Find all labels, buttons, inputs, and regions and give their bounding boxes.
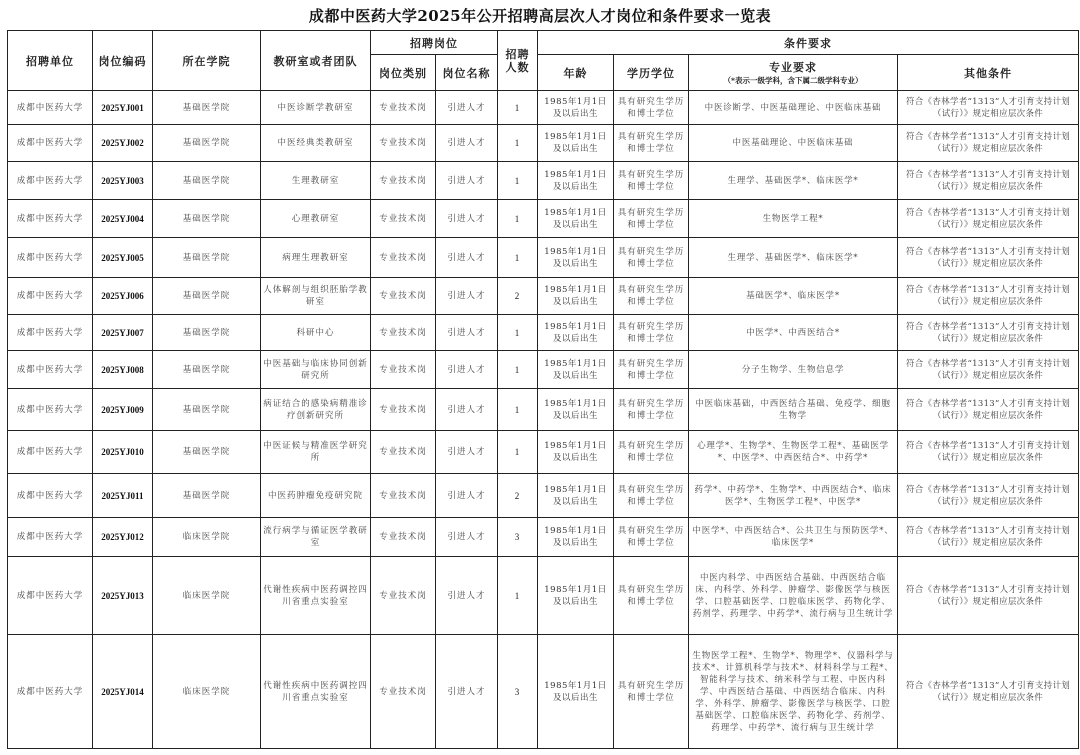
positions-table (7, 30, 1079, 749)
cell-age: 1985年1月1日及以后出生 (538, 518, 614, 557)
cell-position-name: 引进人才 (436, 518, 498, 557)
table-row (8, 91, 1079, 125)
cell-position-type: 专业技术岗 (371, 162, 436, 200)
cell-other: 符合《杏林学者“1313”人才引育支持计划（试行）》规定相应层次条件 (898, 238, 1079, 278)
cell-degree: 具有研究生学历和博士学位 (614, 278, 689, 315)
table-row (8, 635, 1079, 749)
cell-unit: 成都中医药大学 (8, 518, 93, 557)
cell-other: 符合《杏林学者“1313”人才引育支持计划（试行）》规定相应层次条件 (898, 557, 1079, 635)
cell-college: 基础医学院 (153, 351, 261, 389)
cell-major: 药学*、中药学*、生物学*、中西医结合*、临床医学*、生物医学工程*、中医学* (689, 474, 898, 518)
table-row (8, 200, 1079, 238)
header-position-type: 岗位类别 (371, 55, 436, 91)
cell-position-name: 引进人才 (436, 389, 498, 431)
cell-college: 基础医学院 (153, 278, 261, 315)
cell-other: 符合《杏林学者“1313”人才引育支持计划（试行）》规定相应层次条件 (898, 518, 1079, 557)
cell-major: 生理学、基础医学*、临床医学* (689, 162, 898, 200)
cell-unit: 成都中医药大学 (8, 238, 93, 278)
cell-team: 科研中心 (261, 315, 371, 351)
cell-major: 中医诊断学、中医基础理论、中医临床基础 (689, 91, 898, 125)
cell-other: 符合《杏林学者“1313”人才引育支持计划（试行）》规定相应层次条件 (898, 125, 1079, 162)
cell-unit: 成都中医药大学 (8, 91, 93, 125)
cell-position-name: 引进人才 (436, 431, 498, 474)
cell-degree: 具有研究生学历和博士学位 (614, 351, 689, 389)
cell-age: 1985年1月1日及以后出生 (538, 200, 614, 238)
cell-count: 2 (498, 278, 538, 315)
cell-count: 3 (498, 635, 538, 749)
table-row (8, 315, 1079, 351)
cell-degree: 具有研究生学历和博士学位 (614, 431, 689, 474)
page-title: 成都中医药大学2025年公开招聘高层次人才岗位和条件要求一览表 (308, 7, 772, 25)
cell-degree: 具有研究生学历和博士学位 (614, 162, 689, 200)
cell-unit: 成都中医药大学 (8, 315, 93, 351)
cell-major: 中医学*、中西医结合* (689, 315, 898, 351)
cell-position-name: 引进人才 (436, 635, 498, 749)
cell-degree: 具有研究生学历和博士学位 (614, 125, 689, 162)
cell-college: 基础医学院 (153, 91, 261, 125)
header-degree: 学历学位 (614, 55, 689, 91)
cell-team: 中医诊断学教研室 (261, 91, 371, 125)
cell-position-type: 专业技术岗 (371, 431, 436, 474)
cell-other: 符合《杏林学者“1313”人才引育支持计划（试行）》规定相应层次条件 (898, 431, 1079, 474)
cell-code: 2025YJ009 (93, 389, 153, 431)
cell-team: 生理教研室 (261, 162, 371, 200)
cell-code: 2025YJ011 (93, 474, 153, 518)
cell-team: 中医证候与精准医学研究所 (261, 431, 371, 474)
cell-count: 1 (498, 91, 538, 125)
cell-count: 1 (498, 351, 538, 389)
cell-unit: 成都中医药大学 (8, 200, 93, 238)
cell-degree: 具有研究生学历和博士学位 (614, 557, 689, 635)
cell-college: 基础医学院 (153, 200, 261, 238)
header-count: 招聘人数 (498, 31, 538, 91)
cell-team: 中医经典类教研室 (261, 125, 371, 162)
cell-position-name: 引进人才 (436, 474, 498, 518)
cell-age: 1985年1月1日及以后出生 (538, 91, 614, 125)
cell-major: 生物医学工程*、生物学*、物理学*、仪器科学与技术*、计算机科学与技术*、材料科学与工程*、智能科学与技术、纳米科学与工程、中医内科学、中西医结合基础、中西医结合临床、内科学、外科学、肿瘤学、影像医学与核医学、口腔基础医学、口腔临床医学、药物化学、药剂学、药理学、中药学*、流行病与卫生统计学 (689, 635, 898, 749)
cell-college: 基础医学院 (153, 474, 261, 518)
cell-unit: 成都中医药大学 (8, 635, 93, 749)
cell-position-type: 专业技术岗 (371, 557, 436, 635)
cell-other: 符合《杏林学者“1313”人才引育支持计划（试行）》规定相应层次条件 (898, 200, 1079, 238)
cell-count: 1 (498, 200, 538, 238)
cell-other: 符合《杏林学者“1313”人才引育支持计划（试行）》规定相应层次条件 (898, 351, 1079, 389)
cell-position-name: 引进人才 (436, 278, 498, 315)
cell-position-type: 专业技术岗 (371, 635, 436, 749)
cell-team: 代谢性疾病中医药调控四川省重点实验室 (261, 635, 371, 749)
cell-team: 中医药肿瘤免疫研究院 (261, 474, 371, 518)
cell-position-name: 引进人才 (436, 91, 498, 125)
cell-count: 3 (498, 518, 538, 557)
table-row (8, 389, 1079, 431)
cell-code: 2025YJ008 (93, 351, 153, 389)
cell-count: 1 (498, 389, 538, 431)
cell-code: 2025YJ001 (93, 91, 153, 125)
cell-age: 1985年1月1日及以后出生 (538, 162, 614, 200)
cell-age: 1985年1月1日及以后出生 (538, 278, 614, 315)
header-position-group: 招聘岗位 (371, 31, 498, 55)
cell-major: 中医临床基础，中西医结合基础、免疫学、细胞生物学 (689, 389, 898, 431)
cell-position-type: 专业技术岗 (371, 389, 436, 431)
cell-position-name: 引进人才 (436, 315, 498, 351)
cell-unit: 成都中医药大学 (8, 162, 93, 200)
cell-team: 代谢性疾病中医药调控四川省重点实验室 (261, 557, 371, 635)
cell-unit: 成都中医药大学 (8, 351, 93, 389)
cell-team: 人体解剖与组织胚胎学教研室 (261, 278, 371, 315)
table-row (8, 162, 1079, 200)
cell-team: 病理生理教研室 (261, 238, 371, 278)
cell-position-type: 专业技术岗 (371, 200, 436, 238)
cell-team: 中医基础与临床协同创新研究所 (261, 351, 371, 389)
cell-degree: 具有研究生学历和博士学位 (614, 200, 689, 238)
cell-position-type: 专业技术岗 (371, 315, 436, 351)
cell-code: 2025YJ013 (93, 557, 153, 635)
cell-major: 中医内科学、中西医结合基础、中西医结合临床、内科学、外科学、肿瘤学、影像医学与核医学、口腔基础医学、口腔临床医学、药物化学、药剂学、药理学、中药学*、流行病与卫生统计学 (689, 557, 898, 635)
cell-code: 2025YJ007 (93, 315, 153, 351)
cell-major: 基础医学*、临床医学* (689, 278, 898, 315)
cell-degree: 具有研究生学历和博士学位 (614, 635, 689, 749)
cell-count: 1 (498, 125, 538, 162)
cell-college: 基础医学院 (153, 238, 261, 278)
cell-position-name: 引进人才 (436, 557, 498, 635)
table-row (8, 238, 1079, 278)
cell-team: 心理教研室 (261, 200, 371, 238)
cell-position-type: 专业技术岗 (371, 238, 436, 278)
cell-code: 2025YJ006 (93, 278, 153, 315)
cell-unit: 成都中医药大学 (8, 431, 93, 474)
cell-age: 1985年1月1日及以后出生 (538, 125, 614, 162)
cell-count: 1 (498, 315, 538, 351)
header-age: 年龄 (538, 55, 614, 91)
cell-major: 分子生物学、生物信息学 (689, 351, 898, 389)
cell-other: 符合《杏林学者“1313”人才引育支持计划（试行）》规定相应层次条件 (898, 162, 1079, 200)
cell-age: 1985年1月1日及以后出生 (538, 474, 614, 518)
cell-college: 基础医学院 (153, 162, 261, 200)
cell-age: 1985年1月1日及以后出生 (538, 431, 614, 474)
cell-unit: 成都中医药大学 (8, 474, 93, 518)
cell-position-name: 引进人才 (436, 238, 498, 278)
header-unit: 招聘单位 (8, 31, 93, 91)
cell-age: 1985年1月1日及以后出生 (538, 238, 614, 278)
header-code: 岗位编码 (93, 31, 153, 91)
cell-code: 2025YJ014 (93, 635, 153, 749)
cell-team: 病证结合的感染病精准诊疗创新研究所 (261, 389, 371, 431)
cell-college: 基础医学院 (153, 125, 261, 162)
cell-code: 2025YJ012 (93, 518, 153, 557)
cell-degree: 具有研究生学历和博士学位 (614, 389, 689, 431)
cell-age: 1985年1月1日及以后出生 (538, 315, 614, 351)
header-other: 其他条件 (898, 55, 1079, 91)
header-major-note: （*表示一级学科，含下属二级学科专业） (723, 76, 863, 85)
cell-college: 临床医学院 (153, 635, 261, 749)
cell-position-type: 专业技术岗 (371, 351, 436, 389)
cell-degree: 具有研究生学历和博士学位 (614, 518, 689, 557)
cell-major: 生物医学工程* (689, 200, 898, 238)
cell-code: 2025YJ004 (93, 200, 153, 238)
cell-other: 符合《杏林学者“1313”人才引育支持计划（试行）》规定相应层次条件 (898, 91, 1079, 125)
cell-position-name: 引进人才 (436, 162, 498, 200)
cell-college: 基础医学院 (153, 431, 261, 474)
cell-college: 基础医学院 (153, 315, 261, 351)
cell-code: 2025YJ002 (93, 125, 153, 162)
cell-team: 流行病学与循证医学教研室 (261, 518, 371, 557)
cell-major: 中医学*、中西医结合*、公共卫生与预防医学*、临床医学* (689, 518, 898, 557)
cell-other: 符合《杏林学者“1313”人才引育支持计划（试行）》规定相应层次条件 (898, 389, 1079, 431)
table-row (8, 125, 1079, 162)
cell-unit: 成都中医药大学 (8, 278, 93, 315)
cell-unit: 成都中医药大学 (8, 557, 93, 635)
cell-degree: 具有研究生学历和博士学位 (614, 238, 689, 278)
cell-position-type: 专业技术岗 (371, 518, 436, 557)
cell-age: 1985年1月1日及以后出生 (538, 351, 614, 389)
cell-other: 符合《杏林学者“1313”人才引育支持计划（试行）》规定相应层次条件 (898, 635, 1079, 749)
cell-count: 1 (498, 557, 538, 635)
cell-code: 2025YJ010 (93, 431, 153, 474)
table-row (8, 557, 1079, 635)
header-major (689, 55, 898, 91)
cell-count: 1 (498, 431, 538, 474)
cell-degree: 具有研究生学历和博士学位 (614, 315, 689, 351)
table-body (8, 91, 1079, 749)
cell-age: 1985年1月1日及以后出生 (538, 557, 614, 635)
table-row (8, 431, 1079, 474)
cell-degree: 具有研究生学历和博士学位 (614, 474, 689, 518)
table-row (8, 474, 1079, 518)
cell-position-type: 专业技术岗 (371, 125, 436, 162)
cell-position-type: 专业技术岗 (371, 91, 436, 125)
header-requirements-group: 条件要求 (538, 31, 1079, 55)
cell-age: 1985年1月1日及以后出生 (538, 389, 614, 431)
cell-age: 1985年1月1日及以后出生 (538, 635, 614, 749)
cell-other: 符合《杏林学者“1313”人才引育支持计划（试行）》规定相应层次条件 (898, 474, 1079, 518)
header-team: 教研室或者团队 (261, 31, 371, 91)
cell-count: 1 (498, 238, 538, 278)
cell-unit: 成都中医药大学 (8, 389, 93, 431)
cell-college: 基础医学院 (153, 389, 261, 431)
cell-college: 临床医学院 (153, 518, 261, 557)
table-row (8, 278, 1079, 315)
cell-code: 2025YJ003 (93, 162, 153, 200)
table-row (8, 351, 1079, 389)
cell-unit: 成都中医药大学 (8, 125, 93, 162)
cell-major: 心理学*、生物学*、生物医学工程*、基础医学*、中医学*、中西医结合*、中药学* (689, 431, 898, 474)
cell-position-name: 引进人才 (436, 125, 498, 162)
header-major-label: 专业要求 (769, 61, 817, 74)
cell-major: 中医基础理论、中医临床基础 (689, 125, 898, 162)
cell-position-type: 专业技术岗 (371, 474, 436, 518)
cell-degree: 具有研究生学历和博士学位 (614, 91, 689, 125)
cell-count: 2 (498, 474, 538, 518)
cell-count: 1 (498, 162, 538, 200)
header-position-name: 岗位名称 (436, 55, 498, 91)
table-row (8, 518, 1079, 557)
cell-major: 生理学、基础医学*、临床医学* (689, 238, 898, 278)
cell-position-name: 引进人才 (436, 351, 498, 389)
cell-position-type: 专业技术岗 (371, 278, 436, 315)
cell-other: 符合《杏林学者“1313”人才引育支持计划（试行）》规定相应层次条件 (898, 278, 1079, 315)
header-college: 所在学院 (153, 31, 261, 91)
cell-college: 临床医学院 (153, 557, 261, 635)
cell-other: 符合《杏林学者“1313”人才引育支持计划（试行）》规定相应层次条件 (898, 315, 1079, 351)
cell-code: 2025YJ005 (93, 238, 153, 278)
cell-position-name: 引进人才 (436, 200, 498, 238)
